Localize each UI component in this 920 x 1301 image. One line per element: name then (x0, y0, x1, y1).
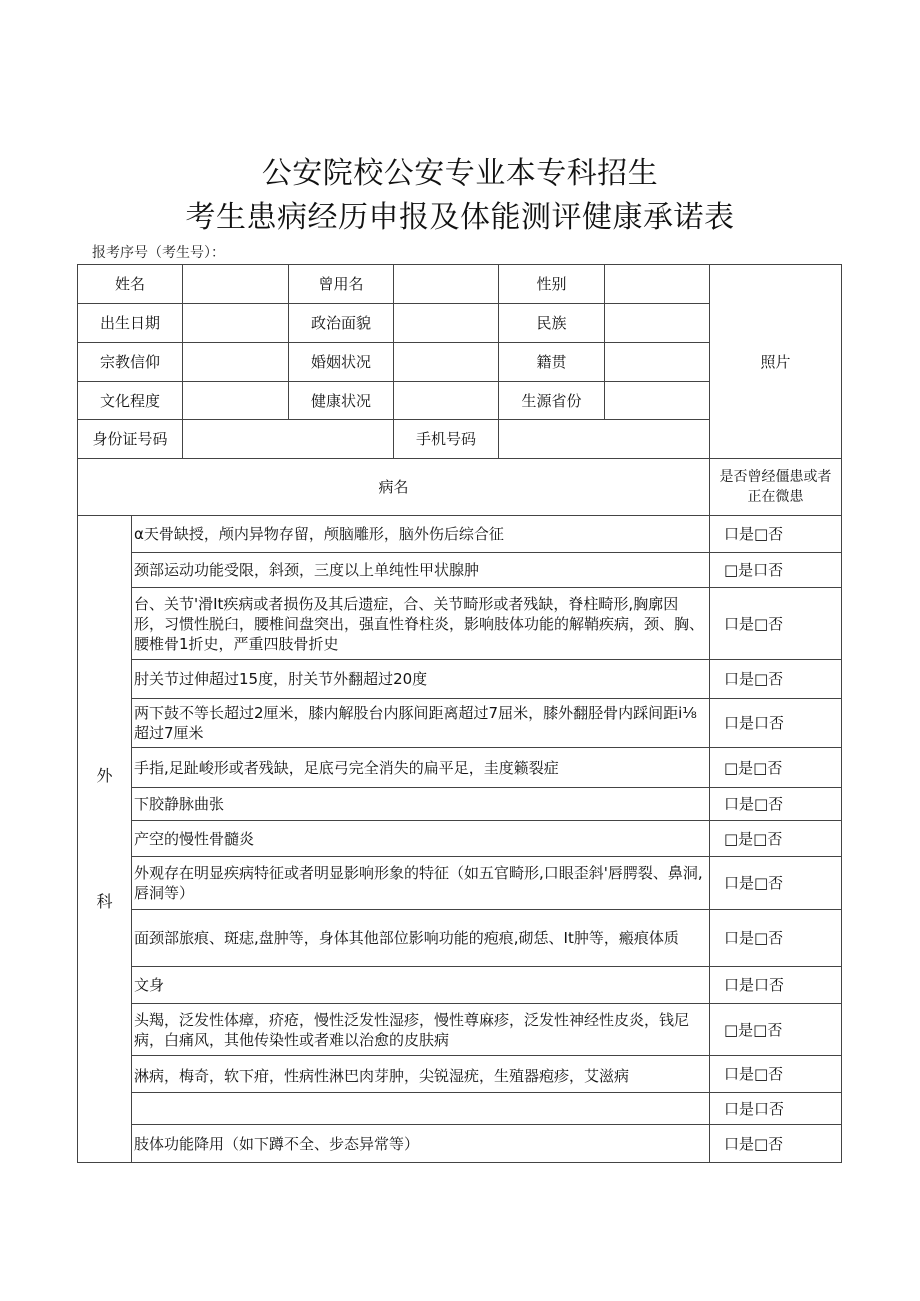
category-surgery (77, 515, 132, 1163)
answer-checkbox-7[interactable]: 口是□否 (709, 787, 842, 821)
label-political-status: 政治面貌 (288, 303, 394, 343)
input-former-name[interactable] (393, 264, 499, 304)
history-header: 是否曾经僵患或者正在微患 (709, 458, 842, 516)
input-native-place[interactable] (604, 342, 710, 382)
answer-checkbox-6[interactable]: □是□否 (709, 747, 842, 788)
answer-checkbox-13[interactable]: 口是□否 (709, 1055, 842, 1093)
label-religion: 宗教信仰 (77, 342, 183, 382)
disease-row-15: 肢体功能降用（如下蹲不全、步态异常等） (131, 1124, 710, 1163)
disease-row-8: 产空的慢性骨髓炎 (131, 820, 710, 857)
disease-row-11: 文身 (131, 966, 710, 1004)
category-char-1: 外 (96, 766, 113, 785)
disease-row-2: 颈部运动功能受限，斜颈，三度以上单纯性甲状腺肿 (131, 552, 710, 588)
label-gender: 性别 (498, 264, 605, 304)
disease-row-3: 台、关节'滑It疾病或者损伤及其后遗症，合、关节畸形或者残缺，脊柱畸形,胸廓因形，习惯性脱臼，腰椎间盘突出，强直性脊柱炎，影响肢体功能的解鞘疾病，颈、胸、腰椎骨1折史，严重四肢骨折史 (131, 587, 710, 660)
disease-row-1: α天骨缺授，颅内异物存留，颅脑雕形，脑外伤后综合征 (131, 515, 710, 553)
input-education[interactable] (182, 381, 289, 420)
disease-row-9: 外观存在明显疾病特征或者明显影响形象的特征（如五官畸形,口眼歪斜'唇腭裂、鼻洞,唇洞等） (131, 856, 710, 910)
answer-checkbox-15[interactable]: 口是□否 (709, 1124, 842, 1163)
answer-checkbox-14[interactable]: 口是口否 (709, 1092, 842, 1125)
input-religion[interactable] (182, 342, 289, 382)
disease-row-10: 面颈部旅痕、斑痣,盘肿等，身体其他部位影响功能的疱痕,砌恁、It肿等，瘢痕体质 (131, 909, 710, 967)
input-health-status[interactable] (393, 381, 499, 420)
input-marital-status[interactable] (393, 342, 499, 382)
input-ethnicity[interactable] (604, 303, 710, 343)
label-former-name: 曾用名 (288, 264, 394, 304)
answer-checkbox-11[interactable]: 口是口否 (709, 966, 842, 1004)
label-id-number: 身份证号码 (77, 419, 183, 459)
answer-checkbox-12[interactable]: □是□否 (709, 1003, 842, 1056)
answer-checkbox-8[interactable]: □是□否 (709, 820, 842, 857)
label-education: 文化程度 (77, 381, 183, 420)
answer-checkbox-9[interactable]: 口是□否 (709, 856, 842, 910)
input-name[interactable] (182, 264, 289, 304)
answer-checkbox-3[interactable]: 口是□否 (709, 587, 842, 660)
label-phone: 手机号码 (393, 419, 499, 459)
answer-checkbox-4[interactable]: 口是□否 (709, 659, 842, 699)
disease-row-14 (131, 1092, 710, 1125)
disease-name-header: 病名 (77, 458, 710, 516)
serial-number-label: 报考序号（考生号）： (92, 245, 225, 261)
input-phone[interactable] (498, 419, 710, 459)
label-name: 姓名 (77, 264, 183, 304)
category-char-2: 科 (96, 892, 113, 911)
answer-checkbox-10[interactable]: 口是□否 (709, 909, 842, 967)
disease-row-13: 淋病，梅奇，软下疳，性病性淋巴肉芽肿，尖锐湿疣，生殖器疱疹，艾滋病 (131, 1055, 710, 1093)
label-birth-date: 出生日期 (77, 303, 183, 343)
answer-checkbox-5[interactable]: 口是口否 (709, 698, 842, 748)
label-native-place: 籍贯 (498, 342, 605, 382)
input-id-number[interactable] (182, 419, 394, 459)
form-title-line1: 公安院校公安专业本专科招生 (261, 156, 659, 191)
input-political-status[interactable] (393, 303, 499, 343)
label-marital-status: 婚姻状况 (288, 342, 394, 382)
disease-row-12: 头羯，泛发性体瘴，疥疮，慢性泛发性湿疹，慢性尊麻疹，泛发性神经性皮炎，钱尼病，白痛风，其他传染性或者难以治愈的皮肤病 (131, 1003, 710, 1056)
answer-checkbox-2[interactable]: □是口否 (709, 552, 842, 588)
input-birth-date[interactable] (182, 303, 289, 343)
input-origin-province[interactable] (604, 381, 710, 420)
label-health-status: 健康状况 (288, 381, 394, 420)
disease-row-7: 下胶静脉曲张 (131, 787, 710, 821)
answer-checkbox-1[interactable]: 口是□否 (709, 515, 842, 553)
disease-row-5: 两下鼓不等长超过2厘米，膝内解股台内豚间距离超过7屈米，膝外翻胫骨内踩间距i⅛超过7厘米 (131, 698, 710, 748)
label-ethnicity: 民族 (498, 303, 605, 343)
label-origin-province: 生源省份 (498, 381, 605, 420)
disease-row-4: 肘关节过伸超过15度，肘关节外翻超过20度 (131, 659, 710, 699)
disease-row-6: 手指,足趾峻形或者残缺，足底弓完全消失的扁平足，圭度籁裂症 (131, 747, 710, 788)
form-title-line2: 考生患病经历申报及体能测评健康承诺表 (185, 200, 735, 235)
photo-box[interactable]: 照片 (709, 264, 842, 459)
input-gender[interactable] (604, 264, 710, 304)
